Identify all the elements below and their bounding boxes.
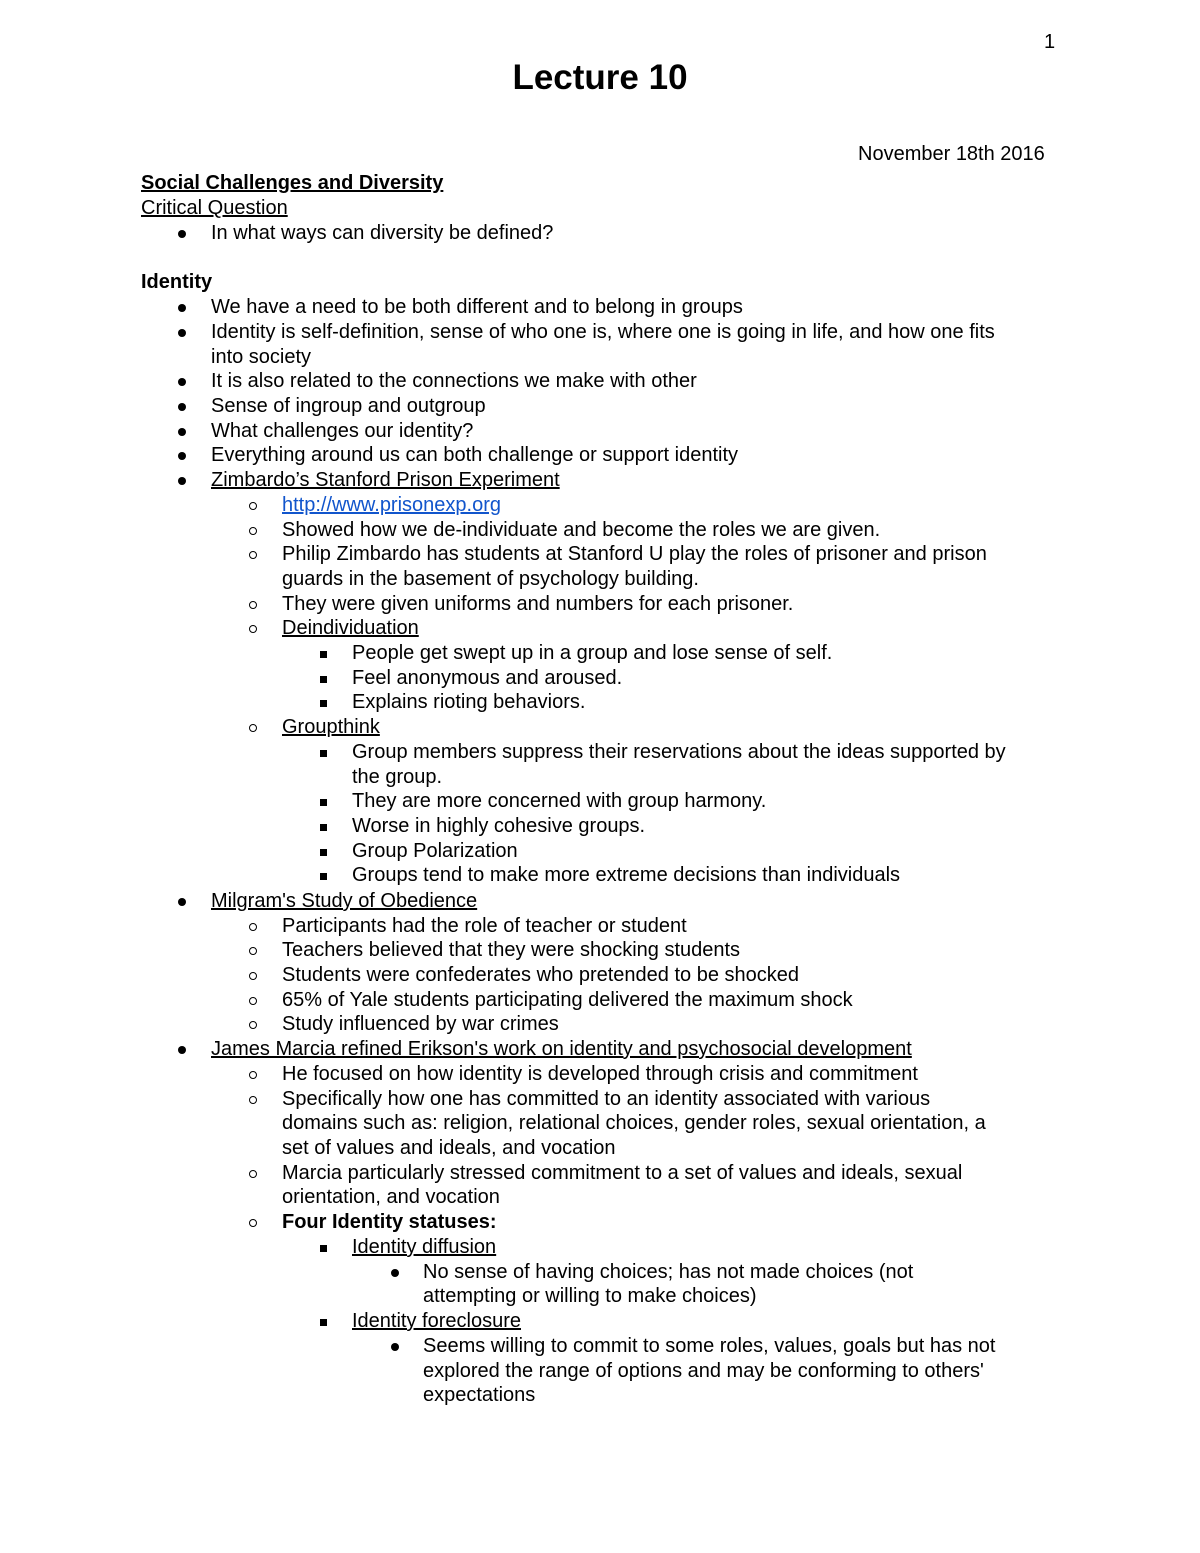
list-item-continuation: attempting or willing to make choices) [423, 1285, 757, 1307]
bullet-circle [249, 625, 257, 633]
bullet-circle [249, 1096, 257, 1104]
bullet-circle [249, 527, 257, 535]
page-number: 1 [1044, 31, 1056, 53]
list-item: Seems willing to commit to some roles, values, goals but has not [423, 1335, 996, 1357]
list-item: People get swept up in a group and lose sense of self. [352, 642, 833, 664]
list-item: Groups tend to make more extreme decisions than individuals [352, 864, 901, 886]
list-item-continuation: domains such as: religion, relational choices, gender roles, sexual orientation, a [282, 1112, 986, 1134]
zimbardo-title: Zimbardo’s Stanford Prison Experiment [211, 469, 560, 491]
bullet-circle [249, 972, 257, 980]
list-item: What challenges our identity? [211, 420, 474, 442]
list-item: They are more concerned with group harmony. [352, 790, 767, 812]
bullet-circle [249, 947, 257, 955]
bullet-square [320, 873, 327, 880]
bullet-square [320, 799, 327, 806]
list-item: They were given uniforms and numbers for each prisoner. [282, 593, 794, 615]
bullet-square [320, 750, 327, 757]
marcia-title: James Marcia refined Erikson's work on identity and psychosocial development [211, 1038, 912, 1060]
list-item: Feel anonymous and aroused. [352, 667, 623, 689]
bullet-square [320, 651, 327, 658]
list-item: Group Polarization [352, 840, 518, 862]
list-item-continuation: into society [211, 346, 312, 368]
bullet-circle [249, 551, 257, 559]
list-item-continuation: expectations [423, 1384, 536, 1406]
bullet-square [320, 849, 327, 856]
list-item-continuation: orientation, and vocation [282, 1186, 500, 1208]
identity-heading: Identity [141, 271, 213, 293]
list-item: Group members suppress their reservations about the ideas supported by [352, 741, 1006, 763]
prisonexp-link[interactable]: http://www.prisonexp.org [282, 494, 501, 516]
diffusion-title: Identity diffusion [352, 1236, 497, 1258]
bullet-disc [178, 230, 186, 238]
bullet-disc [178, 378, 186, 386]
list-item: We have a need to be both different and to belong in groups [211, 296, 743, 318]
bullet-disc [178, 898, 186, 906]
bullet-disc [178, 329, 186, 337]
statuses-title: Four Identity statuses: [282, 1211, 497, 1233]
list-item: Specifically how one has committed to an identity associated with various [282, 1088, 931, 1110]
bullet-circle [249, 923, 257, 931]
list-item-continuation: guards in the basement of psychology building. [282, 568, 699, 590]
list-item: Students were confederates who pretended to be shocked [282, 964, 800, 986]
bullet-disc [178, 304, 186, 312]
bullet-disc [178, 1046, 186, 1054]
bullet-circle [249, 1219, 257, 1227]
bullet-circle [249, 502, 257, 510]
page-title: Lecture 10 [512, 58, 688, 97]
bullet-disc [178, 477, 186, 485]
critical-question-label: Critical Question [141, 197, 288, 219]
bullet-square [320, 676, 327, 683]
list-item-continuation: explored the range of options and may be conforming to others' [423, 1360, 984, 1382]
list-item: Everything around us can both challenge or support identity [211, 444, 739, 466]
milgram-title: Milgram's Study of Obedience [211, 890, 478, 912]
bullet-circle [249, 997, 257, 1005]
bullet-square [320, 1245, 327, 1252]
section-heading: Social Challenges and Diversity [141, 172, 444, 194]
list-item: Worse in highly cohesive groups. [352, 815, 646, 837]
bullet-disc [178, 428, 186, 436]
bullet-square [320, 700, 327, 707]
bullet-disc [178, 403, 186, 411]
bullet-square [320, 824, 327, 831]
list-item-continuation: the group. [352, 766, 443, 788]
foreclosure-title: Identity foreclosure [352, 1310, 521, 1332]
bullet-circle [249, 601, 257, 609]
list-item: 65% of Yale students participating delivered the maximum shock [282, 989, 853, 1011]
list-item: It is also related to the connections we make with other [211, 370, 697, 392]
bullet-square [320, 1319, 327, 1326]
bullet-disc [391, 1343, 399, 1351]
lecture-date: November 18th 2016 [858, 143, 1045, 165]
list-item: Sense of ingroup and outgroup [211, 395, 486, 417]
bullet-circle [249, 1071, 257, 1079]
deindividuation-title: Deindividuation [282, 617, 419, 639]
bullet-circle [249, 1170, 257, 1178]
list-item: No sense of having choices; has not made choices (not [423, 1261, 914, 1283]
bullet-circle [249, 724, 257, 732]
list-item: Participants had the role of teacher or student [282, 915, 687, 937]
critical-question: In what ways can diversity be defined? [211, 222, 554, 244]
bullet-disc [391, 1269, 399, 1277]
list-item: Explains rioting behaviors. [352, 691, 586, 713]
list-item: Marcia particularly stressed commitment to a set of values and ideals, sexual [282, 1162, 963, 1184]
list-item: Teachers believed that they were shocking students [282, 939, 741, 961]
list-item: Identity is self-definition, sense of who one is, where one is going in life, and how one fits [211, 321, 995, 343]
bullet-disc [178, 452, 186, 460]
list-item: He focused on how identity is developed through crisis and commitment [282, 1063, 918, 1085]
bullet-circle [249, 1021, 257, 1029]
list-item-continuation: set of values and ideals, and vocation [282, 1137, 616, 1159]
groupthink-title: Groupthink [282, 716, 380, 738]
list-item: Showed how we de-individuate and become the roles we are given. [282, 519, 881, 541]
list-item: Philip Zimbardo has students at Stanford U play the roles of prisoner and prison [282, 543, 987, 565]
list-item: Study influenced by war crimes [282, 1013, 559, 1035]
